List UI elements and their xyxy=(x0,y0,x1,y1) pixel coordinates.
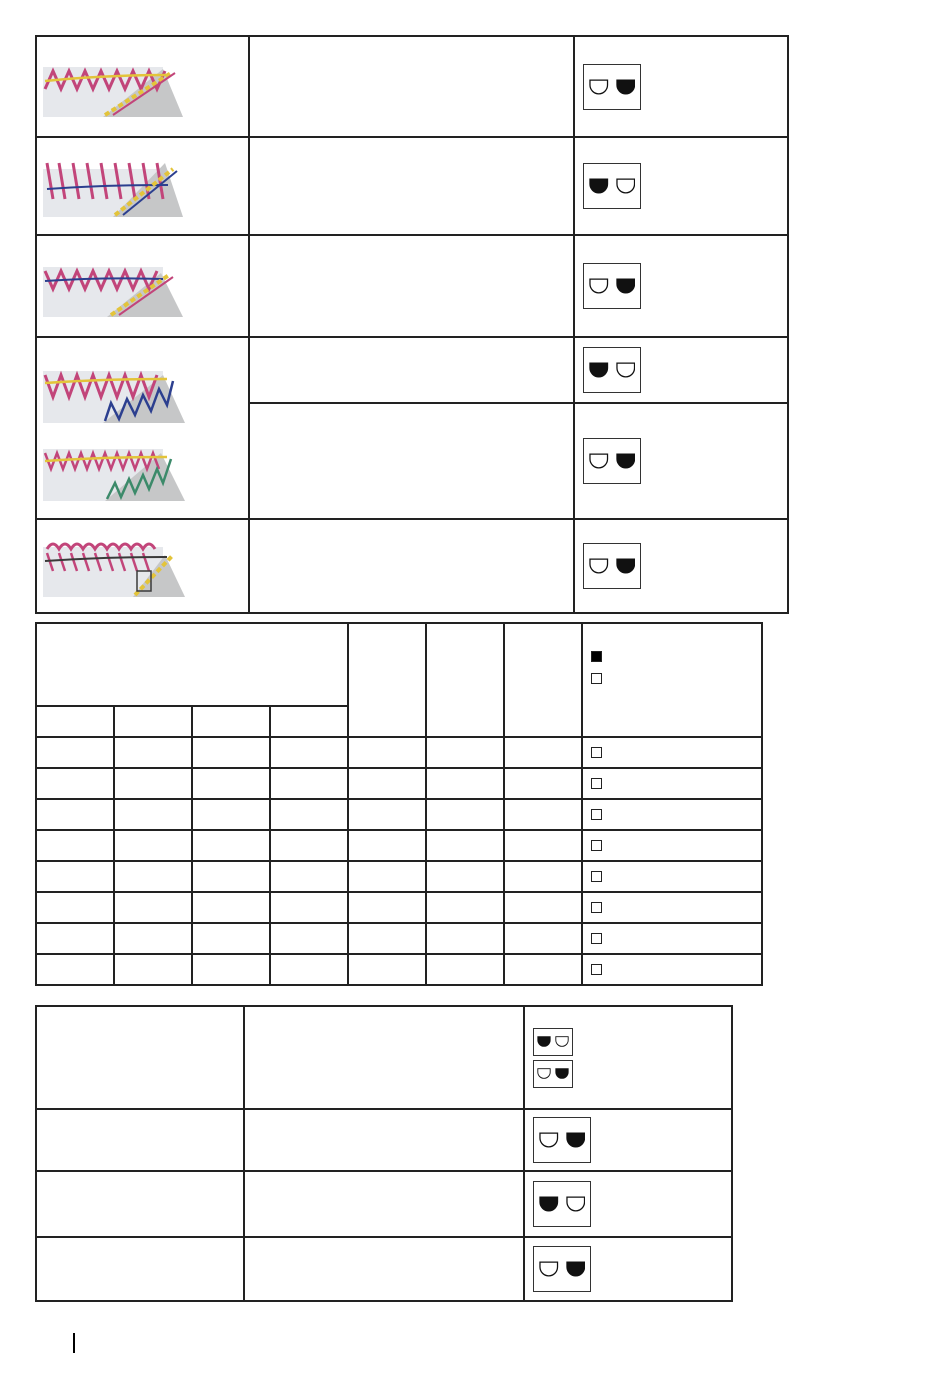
needle-empty-icon xyxy=(539,1261,559,1277)
stitch-row xyxy=(36,337,788,403)
stitch-description-cell xyxy=(249,137,574,235)
needle-filled-icon xyxy=(555,1068,569,1079)
symbol-row xyxy=(36,1006,732,1109)
needle-empty-icon xyxy=(537,1068,551,1079)
stitch-row xyxy=(36,36,788,137)
needle-empty-icon xyxy=(589,453,609,469)
symbol-icon-cell xyxy=(524,1109,732,1171)
stitch-illustration-cell xyxy=(36,137,249,235)
page-margin-marker xyxy=(73,1333,75,1353)
row-checkbox[interactable] xyxy=(591,778,602,789)
symbol-description-cell xyxy=(244,1006,524,1109)
needle-empty-icon xyxy=(589,278,609,294)
table-row xyxy=(36,923,762,954)
table-row xyxy=(36,861,762,892)
symbol-table xyxy=(35,1005,733,1302)
row-checkbox[interactable] xyxy=(591,964,602,975)
needle-empty-icon xyxy=(616,362,636,378)
row-checkbox[interactable] xyxy=(591,933,602,944)
stitch-symbol-cell xyxy=(574,137,788,235)
needle-empty-icon xyxy=(616,178,636,194)
stitch-row xyxy=(36,519,788,613)
needle-position-symbol xyxy=(583,438,641,484)
needle-position-symbol-small xyxy=(533,1060,573,1088)
symbol-label-cell xyxy=(36,1109,244,1171)
needle-empty-icon xyxy=(555,1036,569,1047)
stitch-description-cell xyxy=(249,403,574,519)
needle-position-symbol xyxy=(533,1117,591,1163)
row-checkbox[interactable] xyxy=(591,902,602,913)
stitch-illustration-cell xyxy=(36,36,249,137)
needle-position-symbol xyxy=(583,543,641,589)
stitch-symbol-cell xyxy=(574,235,788,337)
needle-filled-icon xyxy=(616,278,636,294)
settings-header-cell xyxy=(426,623,504,737)
stitch-description-cell xyxy=(249,36,574,137)
needle-filled-icon xyxy=(616,453,636,469)
needle-filled-icon xyxy=(537,1036,551,1047)
symbol-label-cell xyxy=(36,1171,244,1237)
stitch-illustration-cell xyxy=(36,235,249,337)
stitch-symbol-cell xyxy=(574,519,788,613)
needle-empty-icon xyxy=(566,1196,586,1212)
settings-header-cell xyxy=(504,623,582,737)
overlock-stitch-illustration xyxy=(43,357,193,427)
symbol-row xyxy=(36,1171,732,1237)
stitch-row xyxy=(36,137,788,235)
stitch-symbol-cell xyxy=(574,403,788,519)
symbol-icon-cell xyxy=(524,1237,732,1301)
needle-position-symbol xyxy=(583,347,641,393)
stitch-illustration-cell xyxy=(36,519,249,613)
needle-position-symbol xyxy=(533,1246,591,1292)
symbol-icon-cell xyxy=(524,1006,732,1109)
table-row xyxy=(36,799,762,830)
overlock-stitch-illustration xyxy=(43,439,193,503)
needle-position-symbol-small xyxy=(533,1028,573,1056)
needle-filled-icon xyxy=(566,1261,586,1277)
settings-subheader-cell xyxy=(270,706,348,737)
overlock-stitch-illustration xyxy=(43,149,193,219)
stitch-description-cell xyxy=(249,519,574,613)
needle-position-symbol xyxy=(583,263,641,309)
table-row xyxy=(36,737,762,768)
needle-position-symbol xyxy=(583,64,641,110)
table-row xyxy=(36,954,762,985)
table-row xyxy=(36,892,762,923)
row-checkbox[interactable] xyxy=(591,840,602,851)
needle-filled-icon xyxy=(566,1132,586,1148)
needle-filled-icon xyxy=(589,178,609,194)
stitch-row xyxy=(36,235,788,337)
needle-position-symbol xyxy=(583,163,641,209)
settings-header-cell xyxy=(348,623,426,737)
row-checkbox[interactable] xyxy=(591,747,602,758)
needle-filled-icon xyxy=(616,558,636,574)
stitch-symbol-cell xyxy=(574,36,788,137)
needle-position-symbol xyxy=(533,1181,591,1227)
symbol-icon-cell xyxy=(524,1171,732,1237)
legend-empty-checkbox xyxy=(591,673,602,684)
settings-table xyxy=(35,622,763,986)
settings-subheader-cell xyxy=(114,706,192,737)
stitch-description-cell xyxy=(249,235,574,337)
row-checkbox[interactable] xyxy=(591,809,602,820)
symbol-row xyxy=(36,1109,732,1171)
legend-cell xyxy=(582,623,762,737)
needle-filled-icon xyxy=(589,362,609,378)
legend-filled-checkbox xyxy=(591,651,602,662)
stitch-description-cell xyxy=(249,337,574,403)
row-checkbox[interactable] xyxy=(591,871,602,882)
needle-empty-icon xyxy=(539,1132,559,1148)
overlock-stitch-illustration xyxy=(43,49,193,119)
needle-empty-icon xyxy=(589,558,609,574)
settings-group-header xyxy=(36,623,348,706)
stitch-symbol-cell xyxy=(574,337,788,403)
overlock-stitch-illustration xyxy=(43,531,193,597)
symbol-label-cell xyxy=(36,1237,244,1301)
symbol-description-cell xyxy=(244,1237,524,1301)
settings-subheader-cell xyxy=(36,706,114,737)
overlock-stitch-illustration xyxy=(43,249,193,319)
needle-filled-icon xyxy=(539,1196,559,1212)
settings-header-row xyxy=(36,623,762,706)
table-row xyxy=(36,830,762,861)
needle-filled-icon xyxy=(616,79,636,95)
symbol-description-cell xyxy=(244,1109,524,1171)
stitch-illustration-table xyxy=(35,35,789,614)
symbol-description-cell xyxy=(244,1171,524,1237)
needle-empty-icon xyxy=(589,79,609,95)
settings-subheader-cell xyxy=(192,706,270,737)
symbol-row xyxy=(36,1237,732,1301)
table-row xyxy=(36,768,762,799)
stitch-illustration-cell xyxy=(36,337,249,519)
symbol-label-cell xyxy=(36,1006,244,1109)
